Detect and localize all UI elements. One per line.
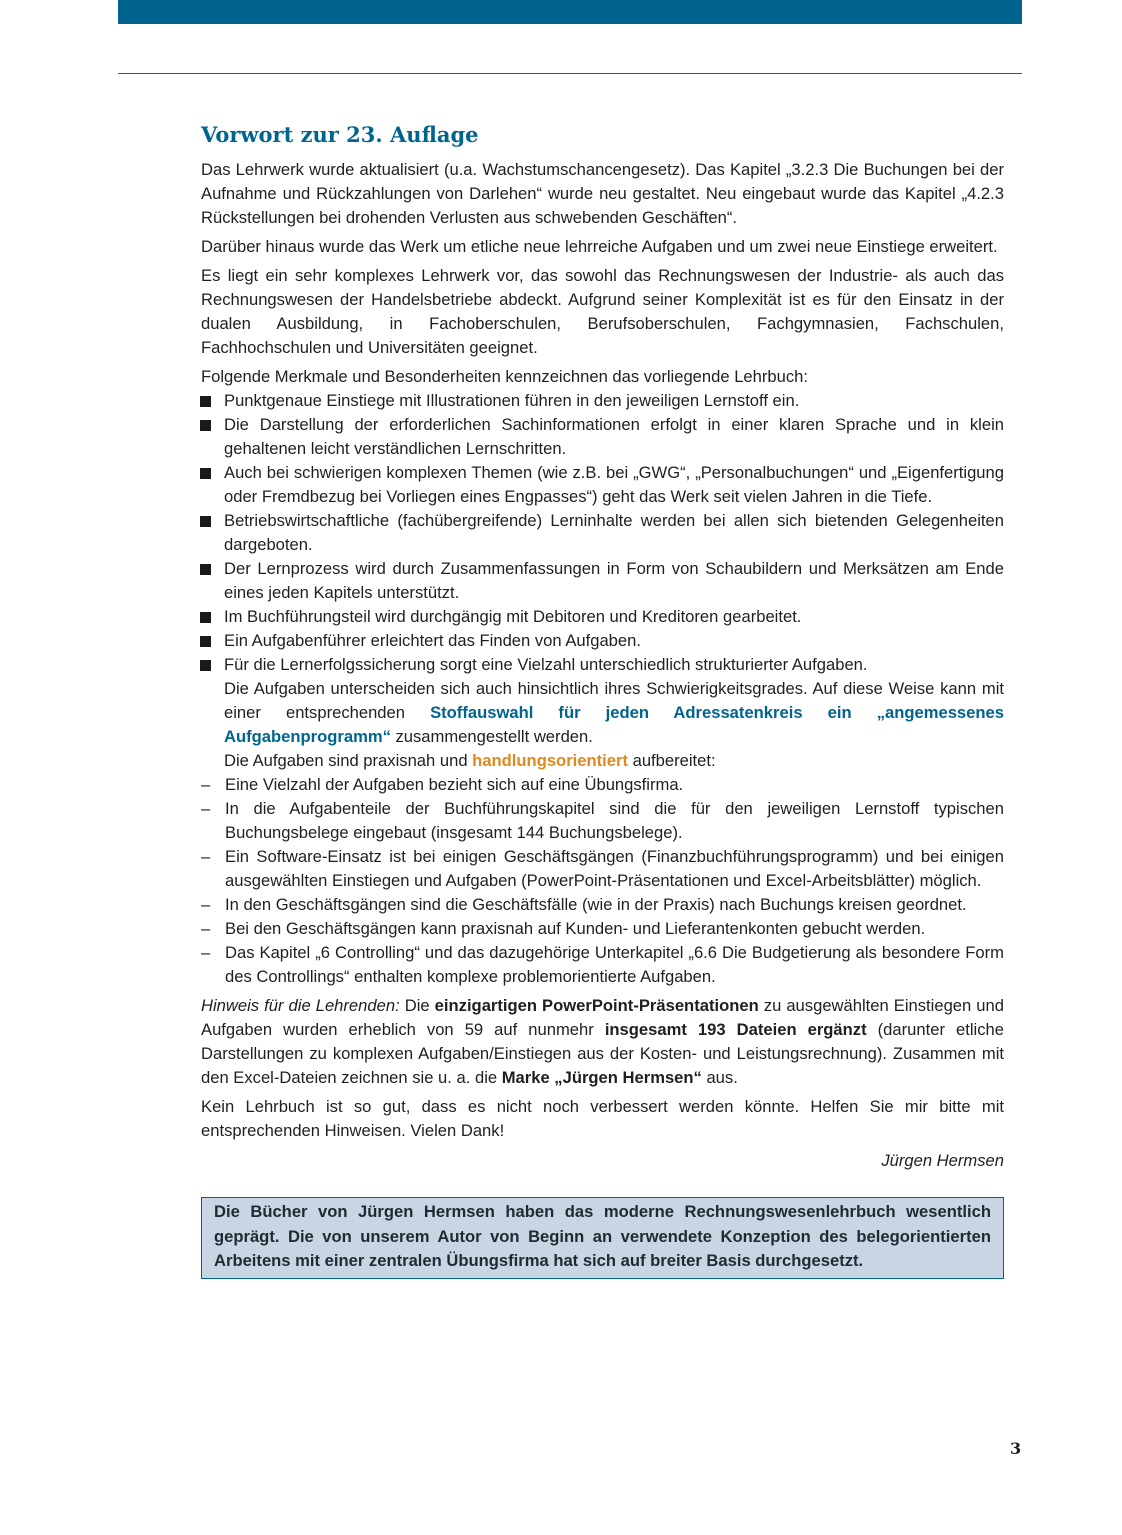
- highlight-action-oriented: handlungsorientiert: [472, 751, 628, 770]
- text-span: Die: [399, 996, 435, 1015]
- list-item: Der Lernprozess wird durch Zusammenfassungen in Form von Schaubildern und Merksätzen am Ende eines jeden Kapitels unterstützt.: [201, 557, 1004, 605]
- list-item: – Bei den Geschäftsgängen kann praxisnah auf Kunden- und Lieferantenkonten gebucht werden.: [201, 917, 1004, 941]
- text-span: Die Aufgaben sind praxisnah und: [224, 751, 473, 770]
- task-details-list: [201, 773, 1004, 989]
- list-item: Auch bei schwierigen komplexen Themen (wie z.B. bei „GWG“, „Personalbuchungen“ und „Eigenfertigung oder Fremdbezug bei Vorliegen eines Engpasses“) geht das Werk seit vielen Jahren in die Tiefe.: [201, 461, 1004, 509]
- text-span: zusammengestellt werden.: [390, 727, 593, 746]
- text-span: aufbereitet:: [627, 751, 716, 770]
- list-item: – Das Kapitel „6 Controlling“ und das dazugehörige Unterkapitel „6.6 Die Budgetierung als besondere Form des Controllings“ enthalten komplexe problemorientierte Aufgaben.: [201, 941, 1004, 989]
- hint-label: Hinweis für die Lehrenden:: [201, 996, 400, 1015]
- bold-span: einzigartigen PowerPoint-Präsentationen: [434, 996, 759, 1015]
- list-item-tasks: [201, 653, 1004, 773]
- info-box: Die Bücher von Jürgen Hermsen haben das moderne Rechnungswesenlehrbuch wesentlich geprägt. Die von unserem Autor von Beginn an verwendete Konzeption des belegorientierten Arbeitens mit einer zentralen Übungsfirma hat sich auf breiter Basis durchgesetzt.: [201, 1197, 1004, 1279]
- paragraph-closing: Kein Lehrbuch ist so gut, dass es nicht noch verbessert werden könnte. Helfen Sie mir bitte mit entsprechenden Hinweisen. Vielen Dank!: [201, 1097, 1004, 1140]
- text-span: zu ausgewählten Einstiegen und Aufgaben wurden erheblich von 59 auf nunmehr: [201, 996, 1004, 1039]
- list-item: – Ein Software-Einsatz ist bei einigen Geschäftsgängen (Finanzbuchführungsprogramm) und bei einigen ausgewählten Einstiegen und Aufgaben (PowerPoint-Präsentationen und Excel-Arbeitsblätter) möglich.: [201, 845, 1004, 893]
- highlight-audience: Stoffauswahl für jeden Adressatenkreis ein „angemessenes Aufgabenprogramm“: [224, 703, 1004, 746]
- text-span: Die Aufgaben unterscheiden sich auch hinsichtlich ihres Schwierigkeitsgrades. Auf diese Weise kann mit einer entsprechenden: [224, 679, 1004, 722]
- header-rule: [118, 73, 1022, 74]
- list-item: – In den Geschäftsgängen sind die Geschäftsfälle (wie in der Praxis) nach Buchungs kreisen geordnet.: [201, 893, 1004, 917]
- page-number: 3: [1010, 1439, 1022, 1458]
- list-item: Im Buchführungsteil wird durchgängig mit Debitoren und Kreditoren gearbeitet.: [201, 605, 1004, 629]
- paragraph-update: Das Lehrwerk wurde aktualisiert (u.a. Wachstumschancengesetz). Das Kapitel „3.2.3 Die Buchungen bei der Aufnahme und Rückzahlungen von Darlehen“ wurde neu gestaltet. Neu eingebaut wurde das Kapitel „4.2.3 Rückstellungen bei drohenden Verlusten aus schwebenden Geschäften“.: [201, 160, 1004, 227]
- paragraph-features-intro: Folgende Merkmale und Besonderheiten kennzeichnen das vorliegende Lehrbuch:: [201, 367, 809, 386]
- paragraph-complexity: Es liegt ein sehr komplexes Lehrwerk vor, das sowohl das Rechnungswesen der Industrie- als auch das Rechnungswesen der Handelsbetriebe abdeckt. Aufgrund seiner Komplexität ist es für den Einsatz in der dualen Ausbildung, in Fachoberschulen, Berufsoberschulen, Fachgymnasien, Fachschulen, Fachhochschulen und Universitäten geeignet.: [201, 266, 1004, 357]
- bold-span: insgesamt 193 Dateien ergänzt: [604, 1020, 867, 1039]
- feature-list: [201, 389, 1004, 773]
- list-item-text: Für die Lernerfolgssicherung sorgt eine Vielzahl unterschiedlich strukturierter Aufgaben.: [224, 655, 868, 674]
- header-bar: [118, 0, 1022, 24]
- tasks-difficulty-text: [224, 677, 1004, 749]
- teacher-hint: [201, 994, 1004, 1090]
- list-item: Die Darstellung der erforderlichen Sachinformationen erfolgt in einer klaren Sprache und in klein gehaltenen leicht verständlichen Lernschritten.: [201, 413, 1004, 461]
- list-item: Punktgenaue Einstiege mit Illustrationen führen in den jeweiligen Lernstoff ein.: [201, 389, 1004, 413]
- list-item: – In die Aufgabenteile der Buchführungskapitel sind die für den jeweiligen Lernstoff typischen Buchungsbelege eingebaut (insgesamt 144 Buchungsbelege).: [201, 797, 1004, 845]
- paragraph-extension: Darüber hinaus wurde das Werk um etliche neue lehrreiche Aufgaben und um zwei neue Einstiege erweitert.: [201, 237, 998, 256]
- page-content: [201, 118, 1004, 1279]
- list-item: Ein Aufgabenführer erleichtert das Finden von Aufgaben.: [201, 629, 1004, 653]
- author-signature: Jürgen Hermsen: [881, 1151, 1004, 1170]
- bold-span: Marke „Jürgen Hermsen“: [501, 1068, 702, 1087]
- text-span: aus.: [701, 1068, 738, 1087]
- page-title: Vorwort zur 23. Auflage: [201, 122, 479, 147]
- text-span: (darunter etliche Darstellungen zu komplexen Aufgaben/Einstiegen aus der Kosten- und Leistungsrechnung). Zusammen mit den Excel-Dateien zeichnen sie u. a. die: [201, 1020, 1004, 1087]
- list-item: Betriebswirtschaftliche (fachübergreifende) Lerninhalte werden bei allen sich bietenden Gelegenheiten dargeboten.: [201, 509, 1004, 557]
- list-item: – Eine Vielzahl der Aufgaben bezieht sich auf eine Übungsfirma.: [201, 773, 1004, 797]
- tasks-practical-text: [224, 749, 1004, 773]
